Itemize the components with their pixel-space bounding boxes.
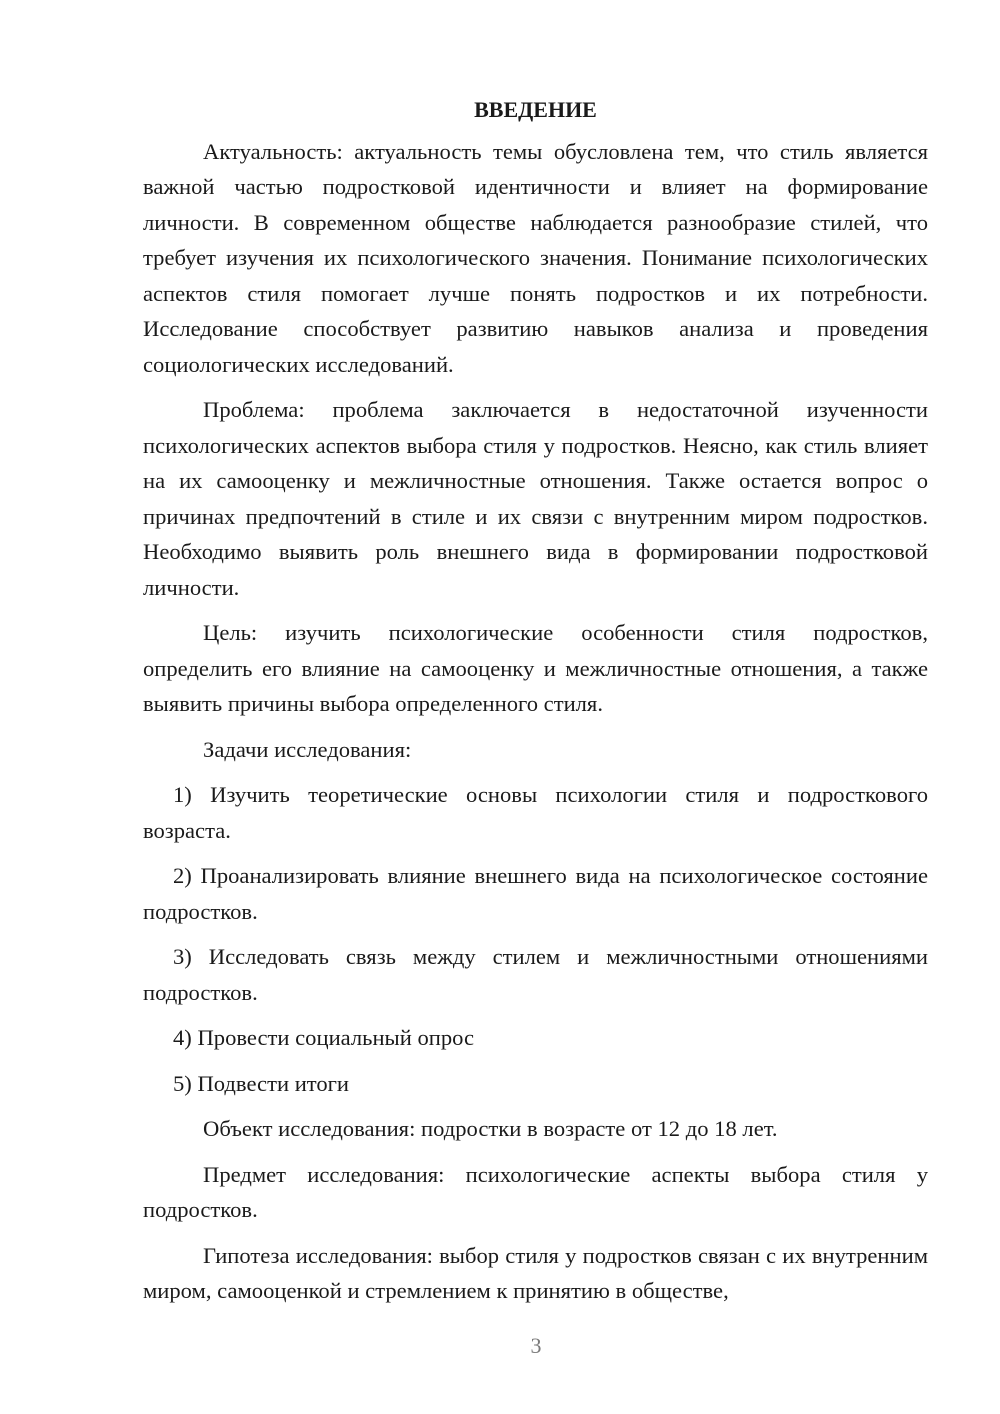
object-paragraph: Объект исследования: подростки в возрасте от 12 до 18 лет. — [203, 1116, 778, 1141]
page-number: 3 — [530, 1333, 542, 1358]
task-item: 1) Изучить теоретические основы психологии стиля и подросткового возраста. — [143, 782, 928, 843]
problem-paragraph: Проблема: проблема заключается в недостаточной изученности психологических аспектов выбора стиля у подростков. Неясно, как стиль влияет на их самооценку и межличностные отношения. Также остается вопрос о причинах предпочтений в стиле и их связи с внутренним миром подростков. Необходимо выявить роль внешнего вида в формировании подростковой личности. — [143, 397, 928, 600]
subject-paragraph: Предмет исследования: психологические аспекты выбора стиля у подростков. — [143, 1161, 928, 1222]
goal-paragraph: Цель: изучить психологические особенности стиля подростков, определить его влияние на самооценку и межличностные отношения, а также выявить причины выбора определенного стиля. — [143, 620, 928, 716]
tasks-heading: Задачи исследования: — [203, 736, 412, 762]
hypothesis-paragraph: Гипотеза исследования: выбор стиля у подростков связан с их внутренним миром, самооценкой и стремлением к принятию в обществе, — [143, 1242, 928, 1303]
document-page — [143, 92, 928, 1319]
task-item: 2) Проанализировать влияние внешнего вида на психологическое состояние подростков. — [143, 863, 928, 924]
task-item: 5) Подвести итоги — [173, 1070, 350, 1096]
relevance-paragraph: Актуальность: актуальность темы обусловлена тем, что стиль является важной частью подростковой идентичности и влияет на формирование личности. В современном обществе наблюдается разнообразие стилей, что требует изучения их психологического значения. Понимание психологических аспектов стиля помогает лучше понять подростков и их потребности. Исследование способствует развитию навыков анализа и проведения социологических исследований. — [143, 138, 928, 377]
task-item: 3) Исследовать связь между стилем и межличностными отношениями подростков. — [143, 944, 928, 1005]
page-title: ВВЕДЕНИЕ — [474, 97, 597, 122]
task-item: 4) Провести социальный опрос — [173, 1025, 475, 1050]
